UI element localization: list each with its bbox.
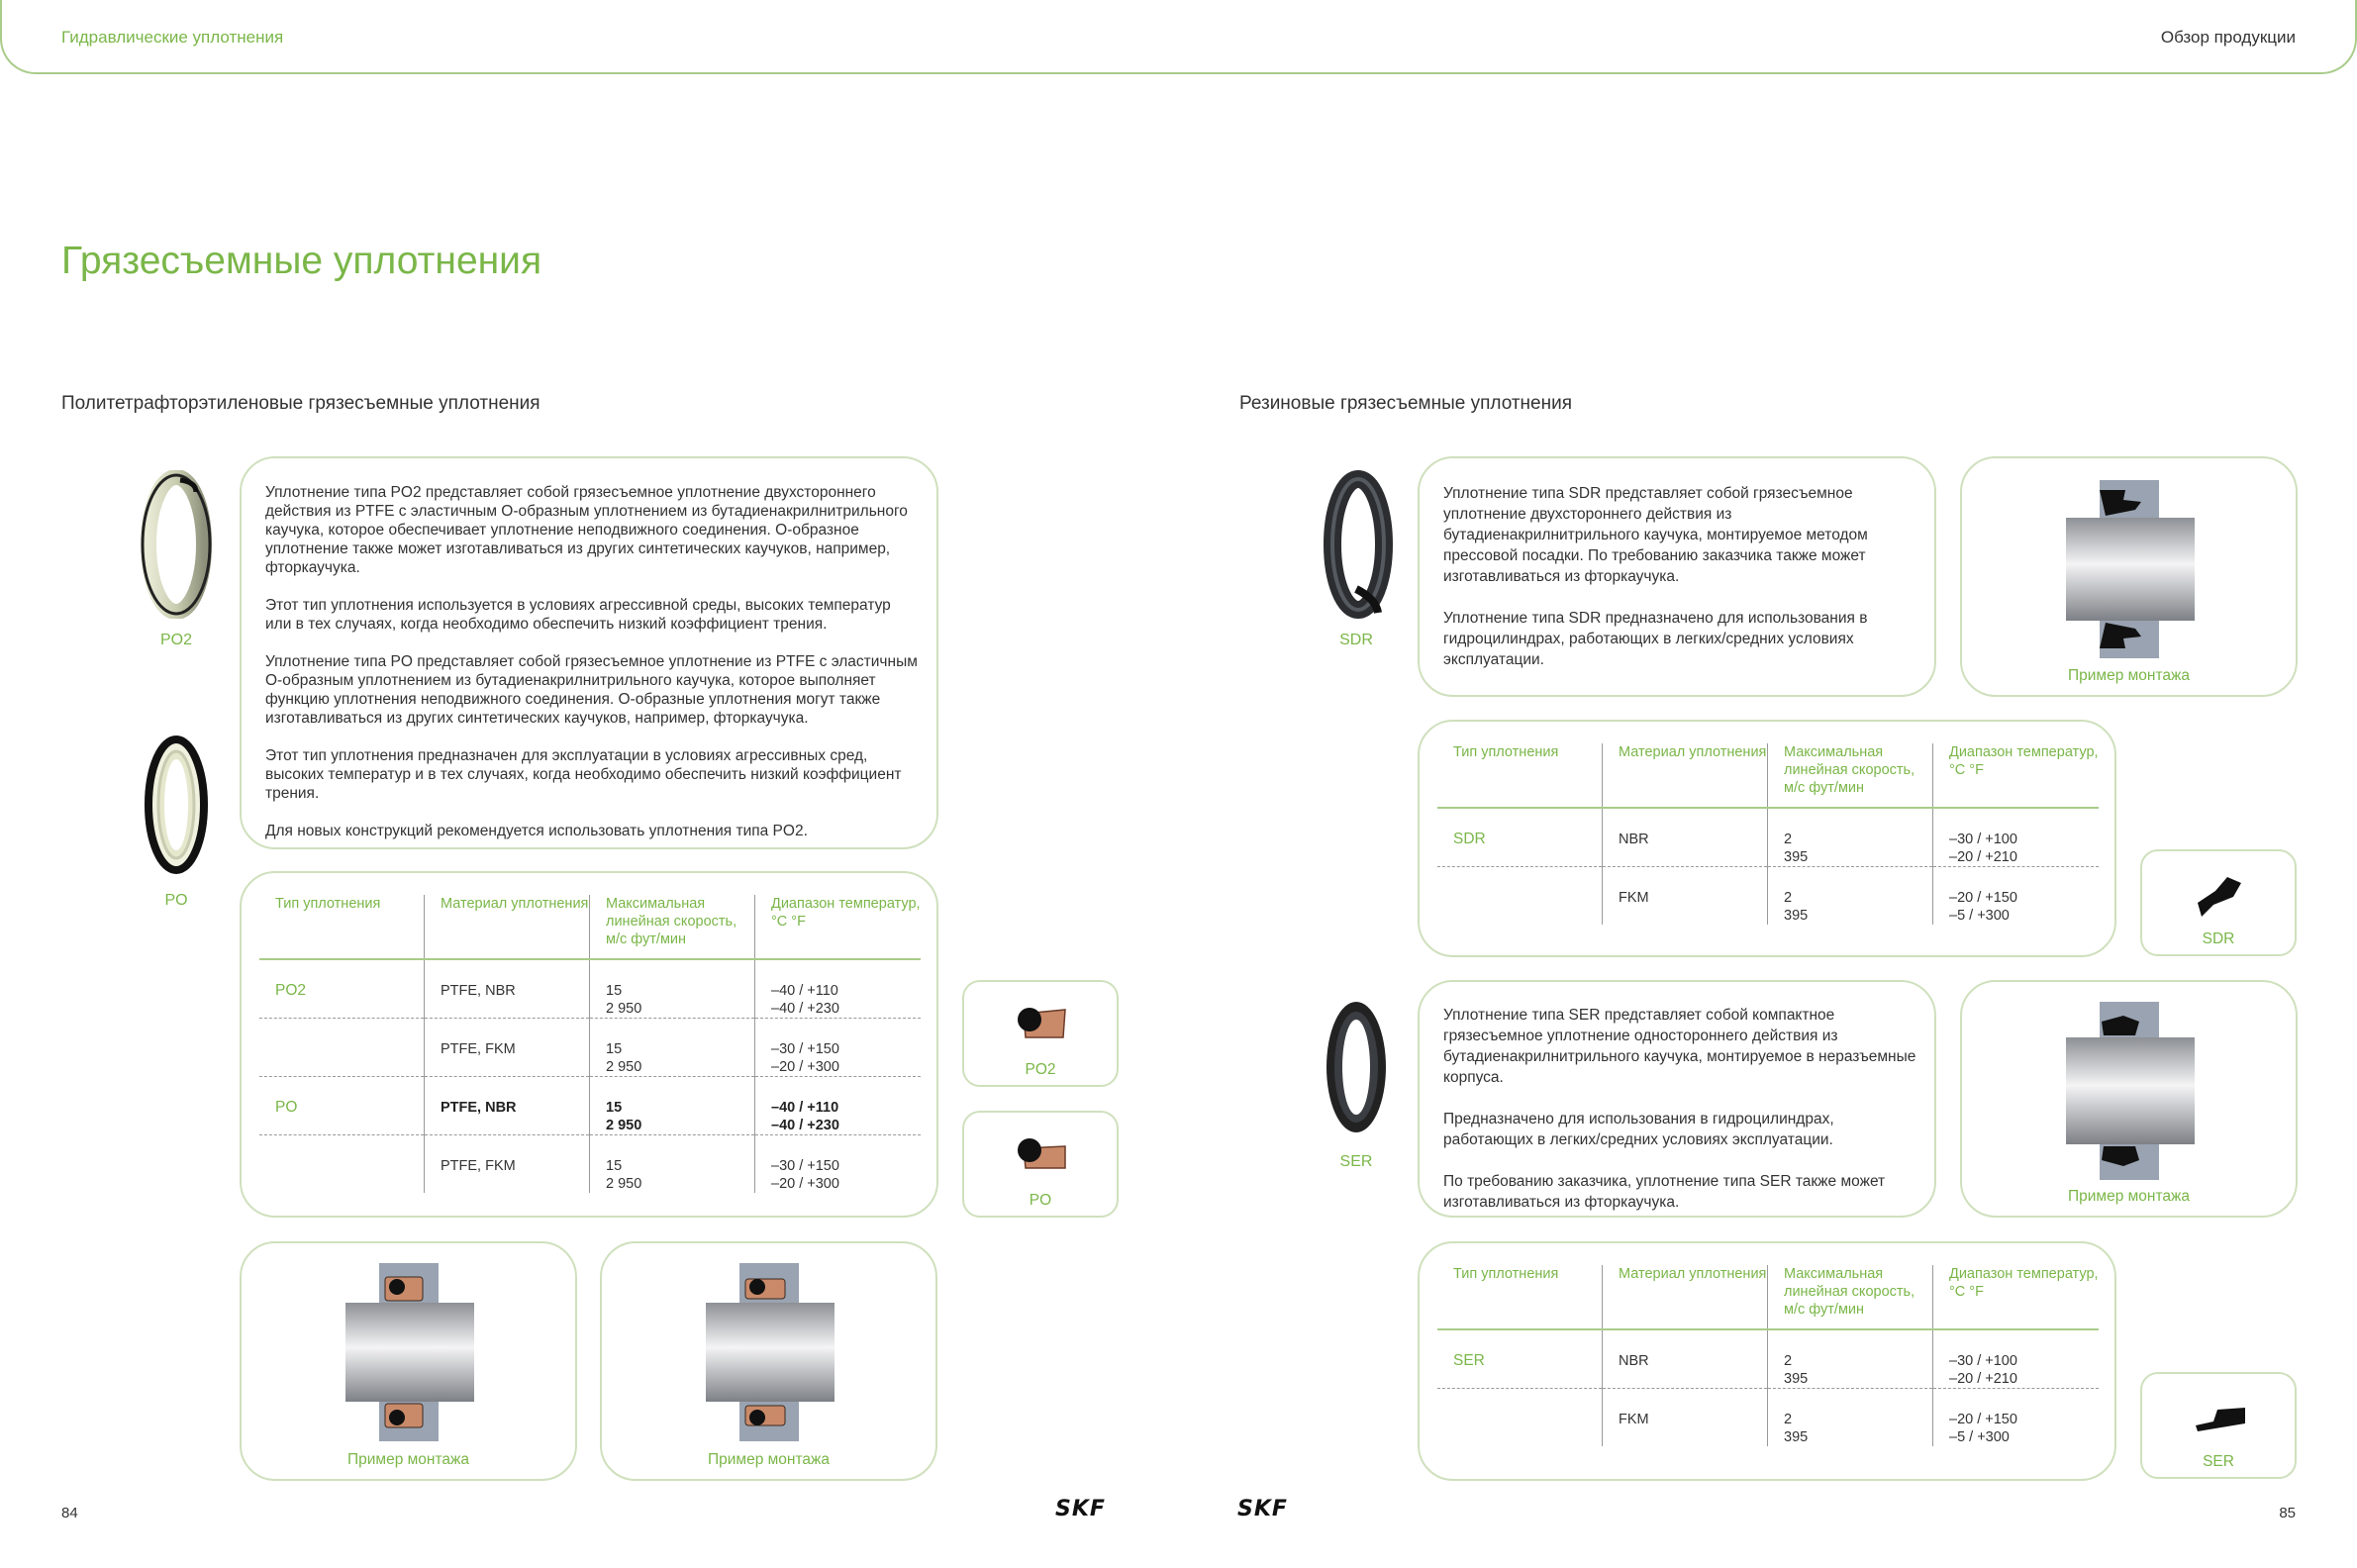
sdr-spec-table [1437,743,2099,925]
sdr-mount-example-box [1960,456,2298,697]
ser-mount-example-box [1960,980,2298,1218]
po-profile-box [962,1111,1119,1218]
table-cell-material: PTFE, FKM [425,1019,590,1077]
col-header-type: Тип уплотнения [1453,744,1559,760]
col-header-temp: Диапазон температур, °C °F [1933,743,2100,808]
table-row [1437,808,2099,867]
col-header-material: Материал уплотнения [1603,1265,1768,1329]
table-row [259,1135,921,1194]
table-cell-type: PO [259,1077,425,1135]
ser-seal-label: SER [1339,1153,1373,1170]
table-cell-temp: –30 / +150 –20 / +300 [755,1135,922,1194]
paragraph: Уплотнение типа SDR предназначено для использования в гидроцилиндрах, работающих в легких/средних условиях эксплуатации. [1443,610,1868,668]
left-subtitle: Политетрафторэтиленовые грязесъемные уплотнения [61,393,540,414]
sdr-seal-label: SDR [1339,632,1373,648]
table-cell-speed: 15 2 950 [590,1135,755,1194]
page-number-left: 84 [61,1505,78,1521]
table-cell-material: NBR [1603,1329,1768,1389]
col-header-temp: Диапазон температур, °C °F [755,895,922,959]
left-spec-table-box [240,871,938,1218]
page-title: Грязесъемные уплотнения [61,240,542,282]
header-frame [0,0,2357,74]
table-cell-temp: –30 / +100 –20 / +210 [1933,1329,2100,1389]
mount-caption: Пример монтажа [347,1451,469,1468]
table-cell-temp: –30 / +150 –20 / +300 [755,1019,922,1077]
section-category: Обзор продукции [2160,28,2296,47]
col-header-temp: Диапазон температур, °C °F [1933,1265,2100,1329]
table-cell-temp: –40 / +110 –40 / +230 [755,1077,922,1135]
sdr-profile-label: SDR [2202,931,2235,947]
col-header-type: Тип уплотнения [275,896,381,912]
table-cell-temp: –30 / +100 –20 / +210 [1933,808,2100,867]
ser-spec-table [1437,1265,2099,1446]
table-cell-speed: 2 395 [1768,1389,1933,1447]
paragraph: Уплотнение типа SDR представляет собой грязесъемное уплотнение двухстороннего действия из бутадиенакрилнитрильного каучука, монтируемое методом прессовой посадки. По требованию заказчика также может изготавливаться из фторкаучука. [1443,485,1868,585]
ser-spec-table-box [1418,1241,2116,1481]
po2-profile-icon [1016,1004,1069,1043]
po-profile-label: PO [1029,1192,1052,1209]
table-row [1437,1389,2099,1447]
table-cell-material: PTFE, FKM [425,1135,590,1194]
sdr-description-box [1418,456,1936,697]
table-row [259,1019,921,1077]
ser-description-box [1418,980,1936,1218]
skf-logo-right: SKF [1237,1497,1288,1521]
table-cell-speed: 2 395 [1768,867,1933,926]
paragraph: Для новых конструкций рекомендуется использовать уплотнения типа PO2. [265,823,808,839]
left-spec-table [259,895,921,1193]
table-cell-material: FKM [1603,1389,1768,1447]
po2-profile-label: PO2 [1025,1061,1056,1078]
ser-mount-diagram [2066,1002,2195,1180]
table-cell-speed: 15 2 950 [590,959,755,1019]
table-cell-speed: 2 395 [1768,1329,1933,1389]
table-cell-type: SDR [1437,808,1603,867]
sdr-profile-box [2140,849,2297,956]
table-cell-material: NBR [1603,808,1768,867]
table-cell-temp: –20 / +150 –5 / +300 [1933,867,2100,926]
ser-profile-box [2140,1372,2297,1479]
po-profile-icon [1016,1134,1069,1174]
table-cell-type [259,1135,425,1194]
col-header-speed: Максимальная линейная скорость, м/с фут/мин [1768,1265,1933,1329]
table-cell-speed: 15 2 950 [590,1077,755,1135]
table-cell-temp: –20 / +150 –5 / +300 [1933,1389,2100,1447]
table-row [259,959,921,1019]
col-header-material: Материал уплотнения [425,895,590,959]
table-cell-material: PTFE, NBR [425,1077,590,1135]
section-title: Гидравлические уплотнения [61,28,284,47]
paragraph: Уплотнение типа PO представляет собой грязесъемное уплотнение из PTFE с эластичным O-образным уплотнением из бутадиенакрилнитрильного каучука, которое выполняет функцию уплотнения неподвижного соединения. O-образные уплотнения могут также изготавливаться из других синтетических каучуков, например, фторкаучука. [265,653,918,727]
sdr-profile-icon [2194,873,2247,919]
mount-caption: Пример монтажа [708,1451,830,1468]
po2-seal-image [137,470,216,624]
skf-logo-left: SKF [1055,1497,1106,1521]
po-mount-example-box [600,1241,937,1481]
table-cell-type [1437,867,1603,926]
ser-profile-label: SER [2203,1453,2234,1470]
po2-profile-box [962,980,1119,1087]
ser-seal-image [1317,998,1396,1141]
sdr-seal-image [1317,470,1396,624]
ser-profile-icon [2192,1404,2251,1433]
po-seal-image [142,735,211,880]
table-cell-temp: –40 / +110 –40 / +230 [755,959,922,1019]
right-subtitle: Резиновые грязесъемные уплотнения [1239,393,1572,414]
table-cell-material: FKM [1603,867,1768,926]
col-header-speed: Максимальная линейная скорость, м/с фут/мин [1768,743,1933,808]
table-cell-speed: 2 395 [1768,808,1933,867]
po-seal-label: PO [164,892,188,909]
col-header-material: Материал уплотнения [1603,743,1768,808]
col-header-speed: Максимальная линейная скорость, м/с фут/мин [590,895,755,959]
paragraph: Уплотнение типа PO2 представляет собой грязесъемное уплотнение двухстороннего действия из PTFE с эластичным O-образным уплотнением из бутадиенакрилнитрильного каучука, которое обеспечивает уплотнение неподвижного соединения. O-образное уплотнение также может изготавливаться из других синтетических каучуков, например, фторкаучука. [265,484,908,576]
po2-mount-diagram [345,1263,474,1441]
page-number-right: 85 [2279,1505,2296,1521]
po-mount-diagram [706,1263,835,1441]
table-cell-type: SER [1437,1329,1603,1389]
paragraph: Этот тип уплотнения предназначен для эксплуатации в условиях агрессивных сред, высоких температур и в тех случаях, когда необходимо обеспечить низкий коэффициент трения. [265,747,902,802]
table-row [1437,1329,2099,1389]
left-description-box [240,456,938,849]
table-row [1437,867,2099,926]
table-row [259,1077,921,1135]
paragraph: Уплотнение типа SER представляет собой компактное грязесъемное уплотнение одностороннего действия из бутадиенакрилнитрильного каучука, монтируемое в неразъемные корпуса. [1443,1007,1916,1086]
table-cell-type [1437,1389,1603,1447]
paragraph: Предназначено для использования в гидроцилиндрах, работающих в легких/средних условиях эксплуатации. [1443,1111,1834,1148]
table-cell-type [259,1019,425,1077]
table-cell-material: PTFE, NBR [425,959,590,1019]
sdr-spec-table-box [1418,720,2116,957]
paragraph: По требованию заказчика, уплотнение типа SER также может изготавливаться из фторкаучука. [1443,1173,1886,1211]
po2-mount-example-box [240,1241,577,1481]
po2-seal-label: PO2 [159,632,192,648]
mount-caption: Пример монтажа [2068,1188,2190,1205]
paragraph: Этот тип уплотнения используется в условиях агрессивной среды, высоких температур или в тех случаях, когда необходимо обеспечить низкий коэффициент трения. [265,597,891,633]
col-header-type: Тип уплотнения [1453,1266,1559,1282]
table-cell-speed: 15 2 950 [590,1019,755,1077]
table-cell-type: PO2 [259,959,425,1019]
sdr-mount-diagram [2066,480,2195,658]
mount-caption: Пример монтажа [2068,667,2190,684]
